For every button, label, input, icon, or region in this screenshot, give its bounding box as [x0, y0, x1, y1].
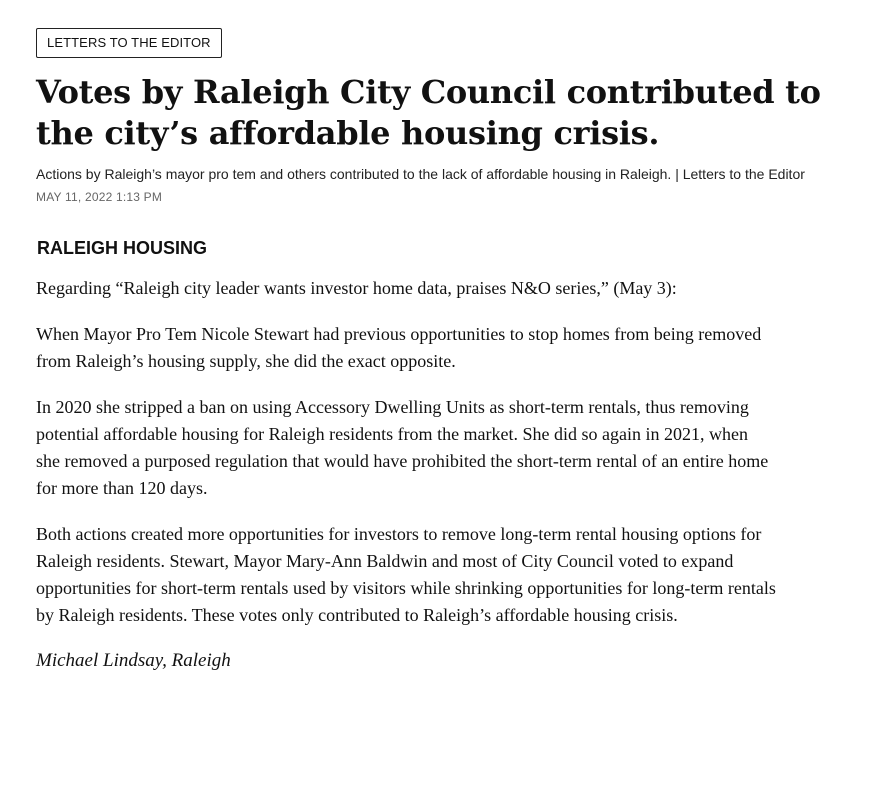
body-paragraph: In 2020 she stripped a ban on using Accessory Dwelling Units as short-term rentals, thus removing potential affordable housing for Raleigh residents from the market. She did so again in 2021, when she removed a purposed regulation that would have prohibited the short-term rental of an entire home for more than 120 days. [36, 397, 769, 498]
headline: Votes by Raleigh City Council contributed to the city’s affordable housing crisis. [36, 73, 821, 152]
article-body [36, 237, 776, 674]
article [36, 28, 872, 674]
body-paragraph: Regarding “Raleigh city leader wants investor home data, praises N&O series,” (May 3): [36, 278, 677, 298]
body-kicker: RALEIGH HOUSING [37, 238, 208, 258]
publish-timestamp: MAY 11, 2022 1:13 PM [36, 190, 163, 204]
body-paragraph: Both actions created more opportunities for investors to remove long-term rental housing options for Raleigh residents. Stewart, Mayor Mary-Ann Baldwin and most of City Council voted to expand opportunities for short-term rentals used by visitors while shrinking opportunities for long-term rentals by Raleigh residents. These votes only contributed to Raleigh’s affordable housing crisis. [36, 524, 776, 625]
section-tag-link[interactable]: LETTERS TO THE EDITOR [36, 28, 222, 58]
author-signature: Michael Lindsay, Raleigh [36, 650, 231, 671]
body-paragraph: When Mayor Pro Tem Nicole Stewart had previous opportunities to stop homes from being removed from Raleigh’s housing supply, she did the exact opposite. [36, 324, 762, 371]
article-dek: Actions by Raleigh’s mayor pro tem and others contributed to the lack of affordable housing in Raleigh. | Letters to the Editor [36, 166, 805, 182]
